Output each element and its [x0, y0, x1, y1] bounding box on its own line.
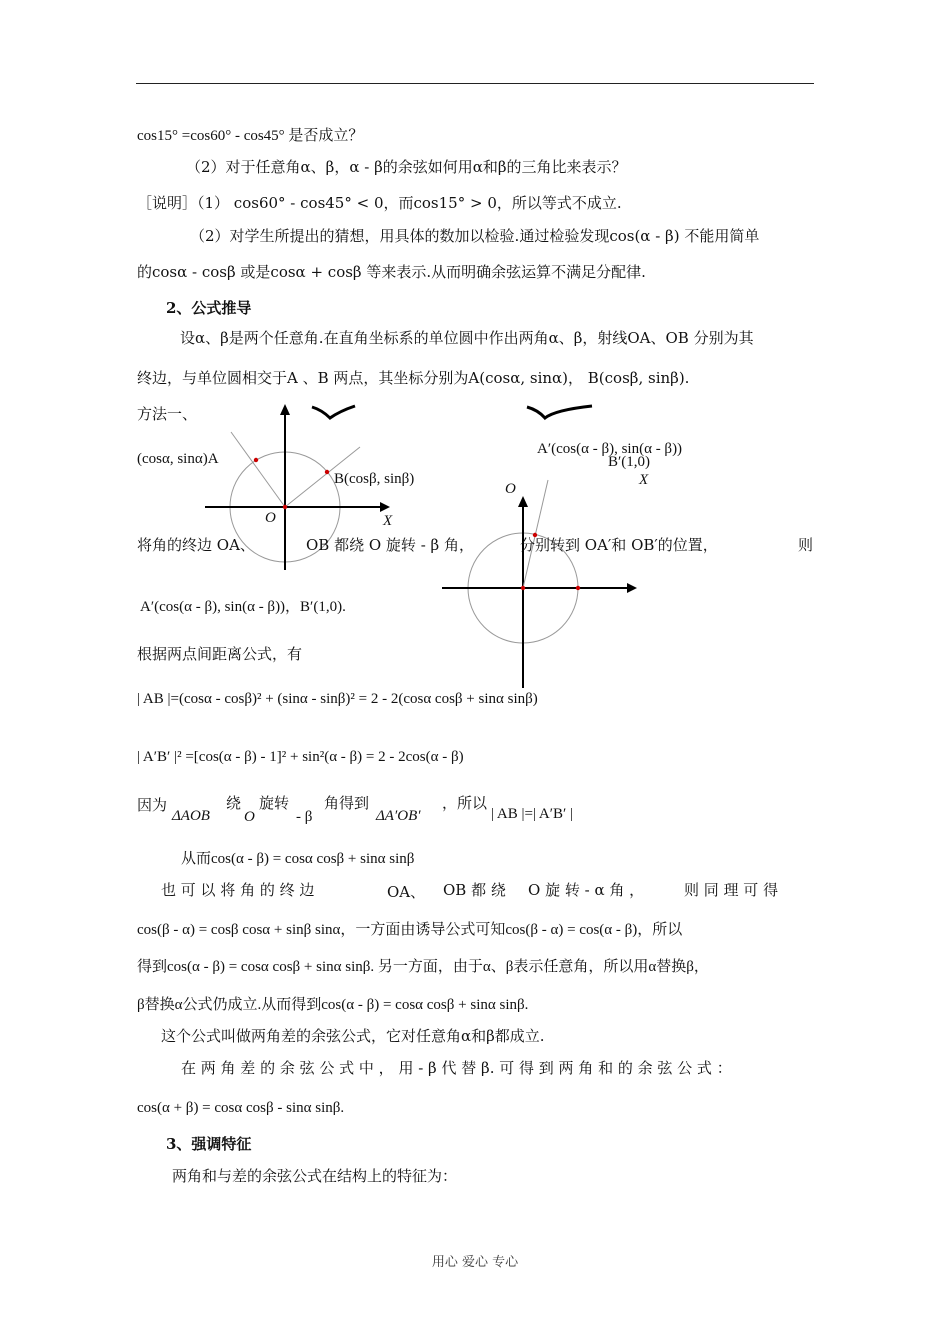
rotation-line-d: 则	[798, 536, 814, 554]
explanation-line-2: （2）对学生所提出的猜想，用具体的数加以检验.通过检验发现cos(α - β) 不能用简单	[190, 227, 760, 245]
induction-line-1: cos(β - α) = cosβ cosα + sinβ sinα，一方面由诱导公式可知cos(β - α) = cos(α - β)，所以	[137, 922, 683, 938]
alt-rotation-d: O 旋 转 - α 角 ，	[528, 881, 645, 899]
label-O-2: O	[505, 481, 516, 497]
origin-point-1	[283, 505, 287, 509]
rotated-coordinates: A′(cos(α - β), sin(α - β))，B′(1,0).	[140, 599, 346, 615]
label-O-1: O	[265, 510, 276, 526]
alt-rotation-e: 则 同 理 可 得	[684, 881, 779, 899]
cos-sum-formula: cos(α + β) = cosα cosβ - sinα sinβ.	[137, 1100, 345, 1116]
so-label: ，所以	[442, 794, 488, 812]
x-axis-arrow-2	[627, 583, 637, 593]
y-axis-arrow-1	[280, 404, 290, 415]
question-line-1: cos15° =cos60° - cos45° 是否成立？	[137, 128, 364, 144]
label-x-1: X	[383, 513, 393, 529]
ray-OA	[231, 432, 285, 507]
rotate-label: 旋转	[259, 794, 290, 812]
angle-arc-mark-2	[527, 406, 592, 418]
rotation-line-c: 分别转到 OA′和 OB′的位置，	[520, 536, 718, 554]
page-footer: 用心 爱心 专心	[431, 1255, 519, 1270]
center-O: O	[244, 809, 255, 825]
rotation-line-a: 将角的终边 OA、	[137, 536, 255, 554]
triangle-AOB: ΔAOB	[172, 808, 210, 824]
point-B	[325, 470, 329, 474]
alt-rotation-c: OB 都 绕	[443, 881, 506, 899]
distance-formula-intro: 根据两点间距离公式，有	[137, 645, 303, 663]
equal-lengths: | AB |=| A′B′ |	[491, 806, 574, 822]
cos-difference-result: 从而cos(α - β) = cosα cosβ + sinα sinβ	[181, 851, 415, 867]
point-B-prime	[576, 586, 580, 590]
label-B-prime: B′(1,0)	[608, 454, 651, 470]
point-A	[254, 458, 258, 462]
structure-intro: 两角和与差的余弦公式在结构上的特征为：	[172, 1167, 458, 1185]
derivation-line-2: 终边，与单位圆相交于A 、B 两点，其坐标分别为A(cosα, sinα)， B(cosβ, sinβ).	[137, 369, 690, 387]
explanation-line-1: ［说明］（1） cos60° - cos45° < 0，而cos15° > 0，所以等式不成立.	[137, 194, 622, 212]
label-B: B(cosβ, sinβ)	[334, 471, 415, 487]
method-one-label: 方法一、	[137, 405, 198, 423]
y-axis-arrow-2	[518, 496, 528, 507]
angle-obtains-label: 角得到	[324, 794, 370, 812]
formula-name-line: 这个公式叫做两角差的余弦公式，它对任意角α和β都成立.	[161, 1027, 545, 1045]
label-A-prime: A′(cos(α - β), sin(α - β))	[537, 441, 683, 457]
derivation-line-1: 设α、β是两个任意角.在直角坐标系的单位圆中作出两角α、β，射线OA、OB 分别为其	[180, 329, 754, 347]
section-heading-3: 3、强调特征	[166, 1135, 252, 1153]
sum-formula-intro: 在 两 角 差 的 余 弦 公 式 中 ， 用 - β 代 替 β. 可 得 到 两 角 和 的 余 弦 公 式 ：	[181, 1059, 732, 1077]
equation-A-prime-B-prime: | A′B′ |² =[cos(α - β) - 1]² + sin²(α - β) = 2 - 2cos(α - β)	[137, 749, 464, 765]
alt-rotation-a: 也 可 以 将 角 的 终 边	[161, 881, 315, 899]
because-label: 因为	[137, 796, 168, 814]
induction-line-2: 得到cos(α - β) = cosα cosβ + sinα sinβ. 另一方面，由于α、β表示任意角，所以用α替换β，	[137, 959, 709, 975]
triangle-A-prime-O-B-prime: ΔA′OB′	[376, 808, 421, 824]
x-axis-arrow-1	[380, 502, 390, 512]
rotation-line-b: OB 都绕 O 旋转 - β 角，	[306, 536, 474, 554]
label-A: (cosα, sinα)A	[137, 451, 219, 467]
angle-arc-mark-1	[312, 406, 355, 418]
equation-AB: | AB |=(cosα - cosβ)² + (sinα - sinβ)² = 2 - 2(cosα cosβ + sinα sinβ)	[137, 691, 538, 707]
alt-rotation-b: OA、	[387, 883, 426, 901]
question-line-2: （2）对于任意角α、β，α - β的余弦如何用α和β的三角比来表示？	[186, 158, 627, 176]
explanation-line-3: 的cosα - cosβ 或是cosα + cosβ 等来表示.从而明确余弦运算不满足分配律.	[137, 263, 646, 281]
induction-line-3: β替换α公式仍成立.从而得到cos(α - β) = cosα cosβ + sinα sinβ.	[137, 997, 529, 1013]
label-x-2: X	[639, 472, 649, 488]
around-label: 绕	[226, 794, 242, 812]
origin-point-2	[521, 586, 525, 590]
section-heading-2: 2、公式推导	[166, 299, 252, 317]
angle-neg-beta: - β	[296, 809, 313, 825]
